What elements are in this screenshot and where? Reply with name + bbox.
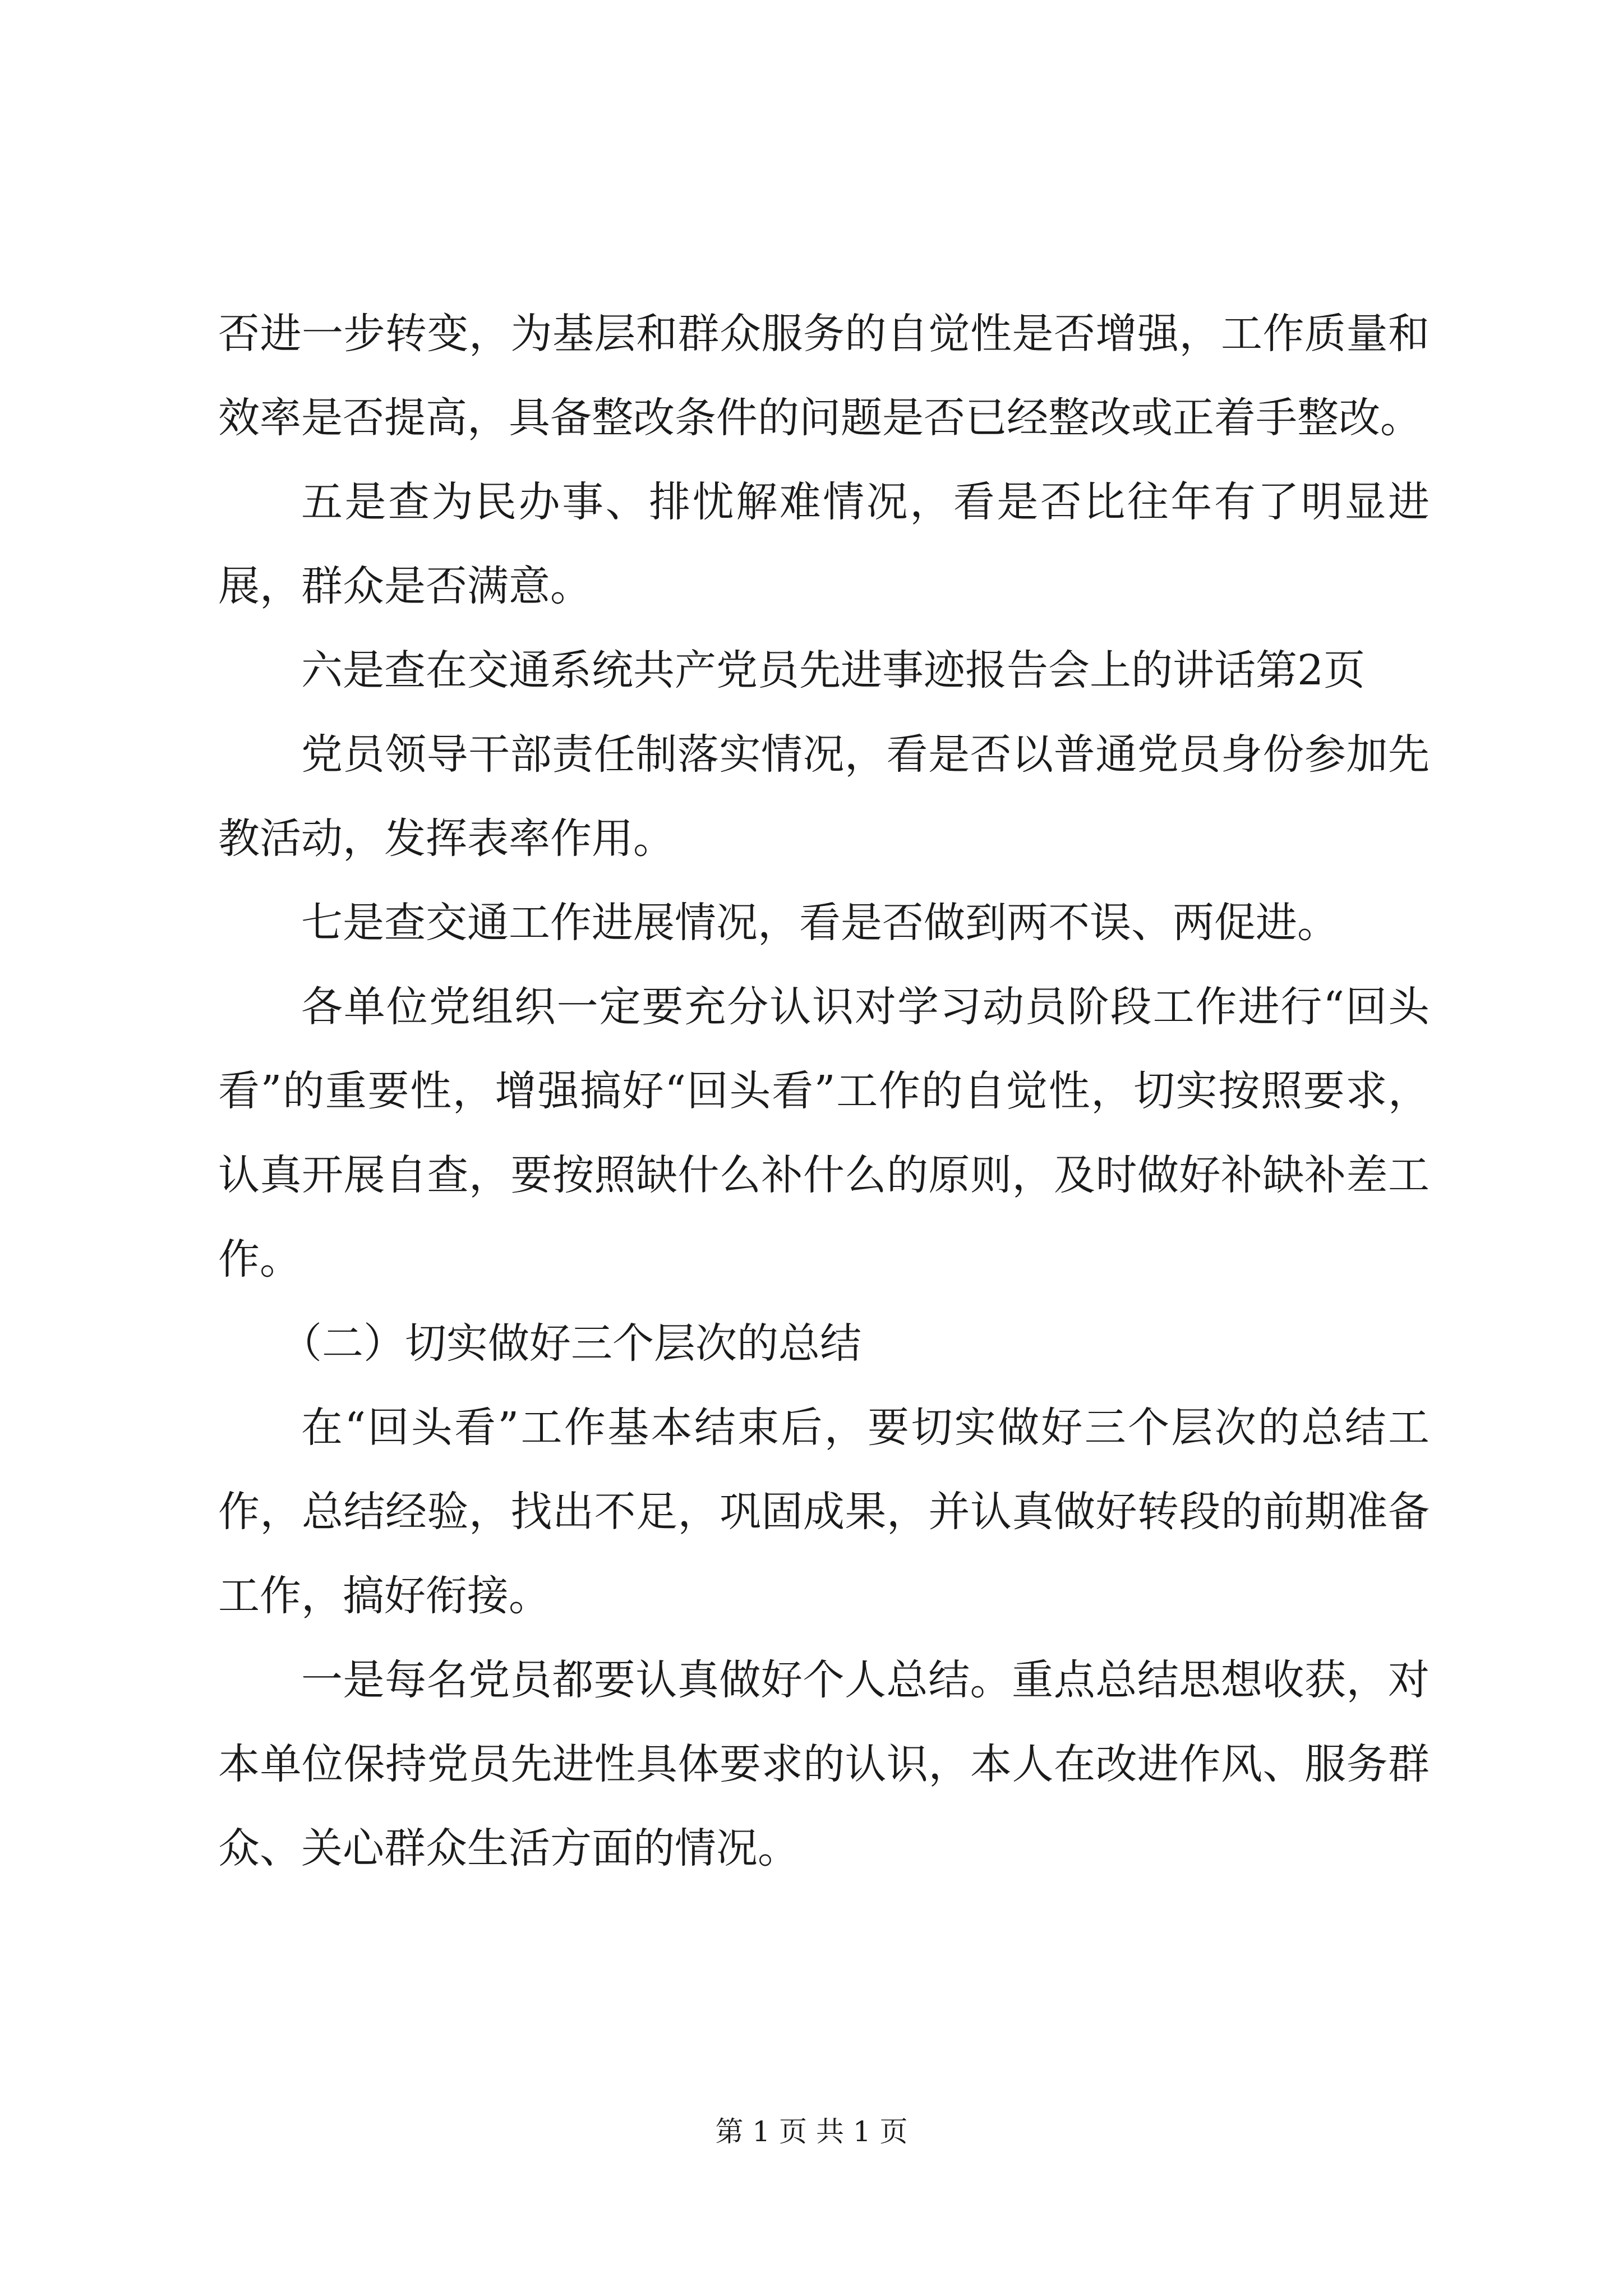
paragraph-item-five: 五是查为民办事、排忧解难情况，看是否比往年有了明显进展，群众是否满意。 [218,478,1430,610]
paragraph-review-importance: 各单位党组织一定要充分认识对学习动员阶段工作进行“回头看”的重要性，增强搞好“回头看”工作的自觉性，切实按照要求，认真开展自查，要按照缺什么补什么的原则，及时做好补缺补差工作。 [218,983,1430,1283]
paragraph-item-six: 六是查在交通系统共产党员先进事迹报告会上的讲话第2页 [301,646,1366,694]
paragraph-item-one: 一是每名党员都要认真做好个人总结。重点总结思想收获，对本单位保持党员先进性具体要求的认识，本人在改进作风、服务群众、关心群众生活方面的情况。 [218,1656,1430,1872]
page-footer: 第 1 页 共 1 页 [715,2115,908,2148]
paragraph-summary-intro: 在“回头看”工作基本结束后，要切实做好三个层次的总结工作，总结经验，找出不足，巩固成果，并认真做好转段的前期准备工作，搞好衔接。 [218,1404,1430,1620]
paragraph-item-seven: 七是查交通工作进展情况，看是否做到两不误、两促进。 [301,899,1339,947]
paragraph-continuation: 否进一步转变，为基层和群众服务的自觉性是否增强，工作质量和效率是否提高，具备整改条件的问题是否已经整改或正着手整改。 [218,310,1430,442]
paragraph-item-six-detail: 党员领导干部责任制落实情况，看是否以普通党员身份参加先教活动，发挥表率作用。 [218,730,1430,863]
document-body [218,292,1430,1890]
section-heading: （二）切实做好三个层次的总结 [280,1319,861,1368]
